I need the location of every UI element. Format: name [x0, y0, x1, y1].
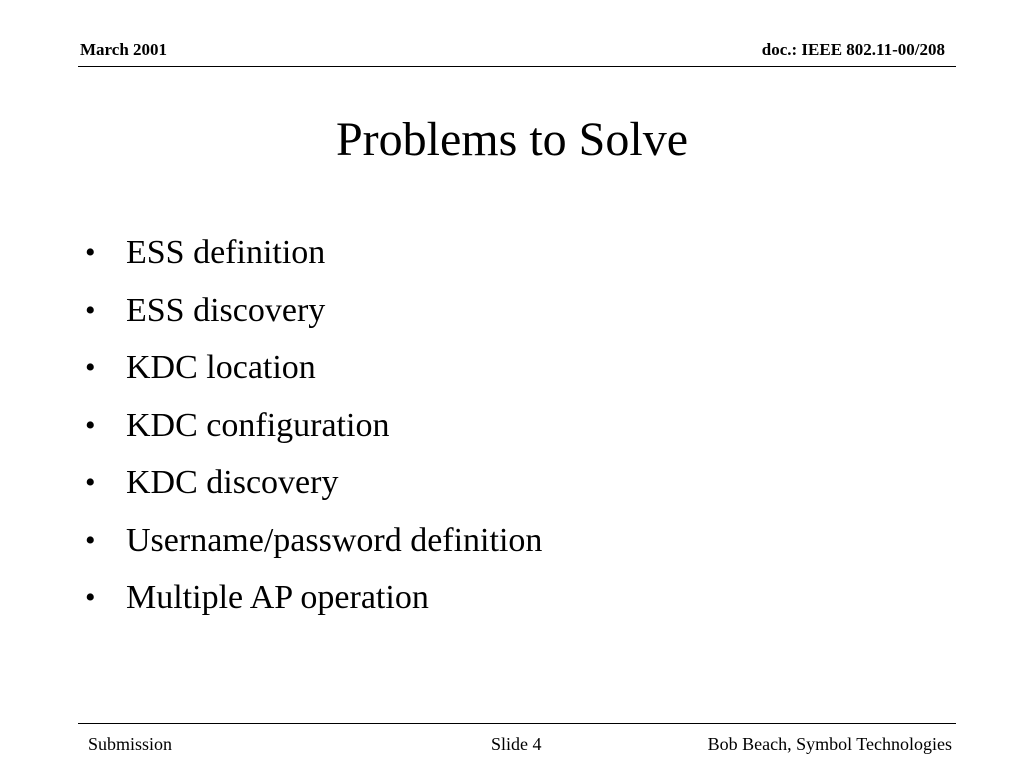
- bullet-icon: •: [85, 408, 96, 442]
- bullet-text: KDC discovery: [126, 464, 339, 501]
- bullet-text: ESS definition: [126, 234, 326, 271]
- bullet-text: KDC location: [126, 349, 316, 386]
- bullet-icon: •: [85, 523, 96, 557]
- header-date: March 2001: [80, 40, 168, 59]
- header-doc-id: doc.: IEEE 802.11-00/208: [761, 40, 945, 59]
- bullet-text: Username/password definition: [126, 521, 543, 559]
- bullet-text: Multiple AP operation: [126, 579, 429, 616]
- slide-title: Problems to Solve: [335, 113, 688, 166]
- bullet-icon: •: [85, 466, 96, 499]
- footer-slide-number: Slide 4: [491, 734, 542, 754]
- bullet-text: ESS discovery: [126, 291, 326, 329]
- footer-divider: [78, 723, 956, 724]
- footer-author: Bob Beach, Symbol Technologies: [707, 734, 952, 754]
- bullet-icon: •: [85, 293, 96, 327]
- bullet-icon: •: [85, 581, 96, 614]
- header-divider: [78, 66, 956, 67]
- footer-submission: Submission: [88, 734, 173, 754]
- bullet-icon: •: [85, 351, 96, 384]
- bullet-text: KDC configuration: [126, 406, 390, 444]
- bullet-icon: •: [85, 236, 96, 269]
